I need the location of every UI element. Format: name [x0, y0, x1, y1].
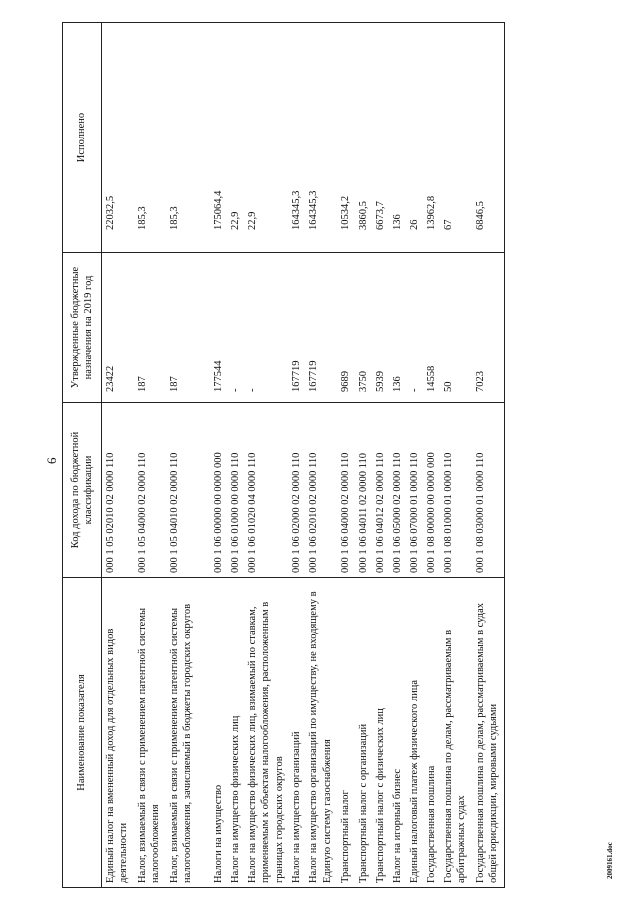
row-plan: 177544 — [210, 253, 227, 403]
table-row — [102, 23, 135, 888]
table-row — [134, 23, 166, 888]
row-exec: 185,3 — [166, 23, 210, 253]
row-plan: 9689 — [337, 253, 354, 403]
row-exec: 3860,5 — [355, 23, 372, 253]
row-code: 000 1 06 02010 02 0000 110 — [305, 403, 337, 578]
row-exec: 164345,3 — [288, 23, 305, 253]
row-plan: 23422 — [102, 253, 135, 403]
row-exec: 10534,2 — [337, 23, 354, 253]
row-name: Транспортный налог с физических лиц — [372, 578, 389, 888]
row-plan: 7023 — [472, 253, 505, 403]
header-code: Код дохода по бюджетной классификации — [63, 403, 102, 578]
row-name: Налог на игорный бизнес — [389, 578, 406, 888]
row-name: Транспортный налог с организаций — [355, 578, 372, 888]
row-exec: 22032,5 — [102, 23, 135, 253]
row-name: Налог на имущество физических лиц — [227, 578, 244, 888]
row-code: 000 1 05 04000 02 0000 110 — [134, 403, 166, 578]
row-name: Налог, взимаемый в связи с применением патентной системы налогообложения, зачисляемый в бюджеты городских округов — [166, 578, 210, 888]
table-row — [389, 23, 406, 888]
table-row — [337, 23, 354, 888]
table-row — [227, 23, 244, 888]
row-code: 000 1 06 02000 02 0000 110 — [288, 403, 305, 578]
row-name: Единый налог на вмененный доход для отдельных видов деятельности — [102, 578, 135, 888]
table-header-row — [63, 23, 102, 888]
row-code: 000 1 06 01020 04 0000 110 — [244, 403, 288, 578]
row-plan: - — [406, 253, 423, 403]
row-plan: 5939 — [372, 253, 389, 403]
row-exec: 136 — [389, 23, 406, 253]
header-plan: Утвержденные бюджетные назначения на 2019 год — [63, 253, 102, 403]
row-name: Налог, взимаемый в связи с применением патентной системы налогообложения — [134, 578, 166, 888]
row-exec: 6673,7 — [372, 23, 389, 253]
row-exec: 26 — [406, 23, 423, 253]
row-exec: 185,3 — [134, 23, 166, 253]
row-exec: 13962,8 — [423, 23, 440, 253]
table-row — [244, 23, 288, 888]
budget-table — [62, 22, 505, 888]
table-row — [372, 23, 389, 888]
row-plan: 14558 — [423, 253, 440, 403]
table-row — [166, 23, 210, 888]
row-name: Налог на имущество организаций по имуществу, не входящему в Единую систему газоснабжения — [305, 578, 337, 888]
row-code: 000 1 06 04012 02 0000 110 — [372, 403, 389, 578]
row-code: 000 1 06 05000 02 0000 110 — [389, 403, 406, 578]
row-name: Государственная пошлина по делам, рассматриваемым в арбитражных судах — [440, 578, 472, 888]
row-name: Государственная пошлина — [423, 578, 440, 888]
row-exec: 6846,5 — [472, 23, 505, 253]
row-code: 000 1 06 04011 02 0000 110 — [355, 403, 372, 578]
row-exec: 164345,3 — [305, 23, 337, 253]
row-code: 000 1 08 00000 00 0000 000 — [423, 403, 440, 578]
row-code: 000 1 06 00000 00 0000 000 — [210, 403, 227, 578]
table-row — [210, 23, 227, 888]
row-exec: 22,9 — [244, 23, 288, 253]
header-name: Наименование показателя — [63, 578, 102, 888]
row-exec: 67 — [440, 23, 472, 253]
table-row — [305, 23, 337, 888]
row-plan: 50 — [440, 253, 472, 403]
row-exec: 22,9 — [227, 23, 244, 253]
row-plan: 3750 — [355, 253, 372, 403]
table-row — [406, 23, 423, 888]
table-row — [472, 23, 505, 888]
row-plan: 187 — [134, 253, 166, 403]
row-name: Налоги на имущество — [210, 578, 227, 888]
row-name: Государственная пошлина по делам, рассматриваемым в судах общей юрисдикции, мировыми судьями — [472, 578, 505, 888]
row-code: 000 1 05 02010 02 0000 110 — [102, 403, 135, 578]
row-name: Налог на имущество организаций — [288, 578, 305, 888]
row-plan: 167719 — [288, 253, 305, 403]
page-number: 6 — [44, 457, 59, 464]
row-plan: - — [244, 253, 288, 403]
row-plan: 167719 — [305, 253, 337, 403]
row-name: Налог на имущество физических лиц, взимаемый по ставкам, применяемым к объектам налогообложения, расположенным в границах городских округов — [244, 578, 288, 888]
row-code: 000 1 08 03000 01 0000 110 — [472, 403, 505, 578]
row-name: Единый налоговый платеж физического лица — [406, 578, 423, 888]
row-code: 000 1 06 04000 02 0000 110 — [337, 403, 354, 578]
table-row — [423, 23, 440, 888]
row-exec: 175064,4 — [210, 23, 227, 253]
header-exec: Исполнено — [63, 23, 102, 253]
footer-filename: 2009161.doc — [606, 842, 614, 879]
row-code: 000 1 06 01000 00 0000 110 — [227, 403, 244, 578]
table-row — [355, 23, 372, 888]
row-code: 000 1 06 07000 01 0000 110 — [406, 403, 423, 578]
table-row — [288, 23, 305, 888]
row-code: 000 1 08 01000 01 0000 110 — [440, 403, 472, 578]
row-plan: 136 — [389, 253, 406, 403]
row-name: Транспортный налог — [337, 578, 354, 888]
row-plan: - — [227, 253, 244, 403]
row-plan: 187 — [166, 253, 210, 403]
table-row — [440, 23, 472, 888]
row-code: 000 1 05 04010 02 0000 110 — [166, 403, 210, 578]
